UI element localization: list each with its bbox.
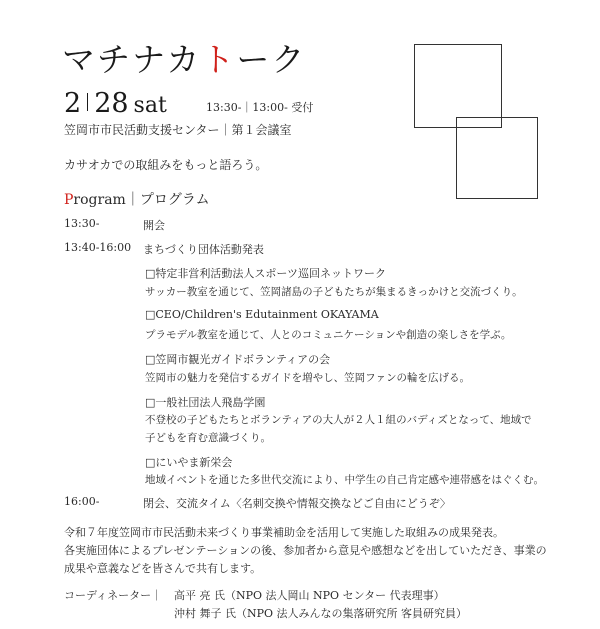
date-weekday: sat: [133, 93, 167, 118]
title-accent-char: ト: [201, 40, 237, 79]
event-venue: 笠岡市市民活動支援センター｜第１会議室: [64, 123, 292, 137]
decorative-square-bottom: [456, 117, 538, 199]
date-day: 28: [94, 88, 129, 119]
org-desc-4-line2: 子どもを育む意識づくり。: [145, 432, 271, 444]
opening-time: 13:30-: [64, 217, 100, 230]
coordinator-label: コーディネーター｜: [64, 589, 163, 602]
note-line-1: 令和７年度笠岡市市民活動未来づくり事業補助金を活用して実施した取組みの成果発表。: [64, 526, 504, 539]
lead-text: カサオカでの取組みをもっと語ろう。: [64, 158, 268, 172]
org-desc-4-line1: 不登校の子どもたちとボランティアの大人が２人１組のバディズとなって、地域で: [145, 414, 532, 426]
program-heading: [64, 189, 210, 209]
program-heading-rest: rogram｜プログラム: [73, 192, 210, 208]
org-name-3: □笠岡市観光ガイドボランティアの会: [145, 353, 331, 366]
title-text-1: マチナカ: [62, 40, 202, 79]
decorative-square-top: [414, 44, 502, 128]
org-desc-5: 地域イベントを通じた多世代交流により、中学生の自己肯定感や連帯感をはぐくむ。: [145, 474, 544, 486]
org-name-2: □CEO/Children's Edutainment OKAYAMA: [145, 308, 379, 321]
org-name-5: □にいやま新栄会: [145, 456, 233, 469]
date-separator: [87, 93, 88, 111]
title-text-2: ーク: [236, 40, 307, 79]
event-title: [62, 34, 306, 81]
org-name-4: □一般社団法人飛島学園: [145, 396, 266, 409]
event-date: [64, 88, 167, 119]
program-heading-accent: P: [64, 192, 74, 208]
event-time: 13:30-｜13:00- 受付: [206, 101, 314, 114]
closing-label: 閉会、交流タイム〈名刺交換や情報交換などご自由にどうぞ〉: [143, 497, 451, 510]
coordinator-2: 沖村 舞子 氏（NPO 法人みんなの集落研究所 客員研究員）: [174, 607, 468, 620]
org-desc-2: プラモデル教室を通じて、人とのコミュニケーションや創造の楽しさを学ぶ。: [145, 329, 512, 341]
date-month: 2: [64, 88, 82, 119]
org-desc-1: サッカー教室を通じて、笠岡諸島の子どもたちが集まるきっかけと交流づくり。: [145, 286, 523, 298]
org-desc-3: 笠岡市の魅力を発信するガイドを増やし、笠岡ファンの輪を広げる。: [145, 372, 470, 384]
opening-label: 開会: [143, 219, 165, 232]
note-line-2: 各実施団体によるプレゼンテーションの後、参加者から意見や感想などを出していただき、事業の: [64, 544, 547, 557]
session-time: 13:40-16:00: [64, 241, 132, 254]
session-label: まちづくり団体活動発表: [143, 243, 264, 256]
note-line-3: 成果や意義などを皆さんで共有します。: [64, 562, 262, 575]
coordinator-1: 高平 亮 氏（NPO 法人岡山 NPO センター 代表理事）: [174, 589, 445, 602]
closing-time: 16:00-: [64, 495, 100, 508]
org-name-1: □特定非営利活動法人スポーツ巡回ネットワーク: [145, 267, 386, 280]
